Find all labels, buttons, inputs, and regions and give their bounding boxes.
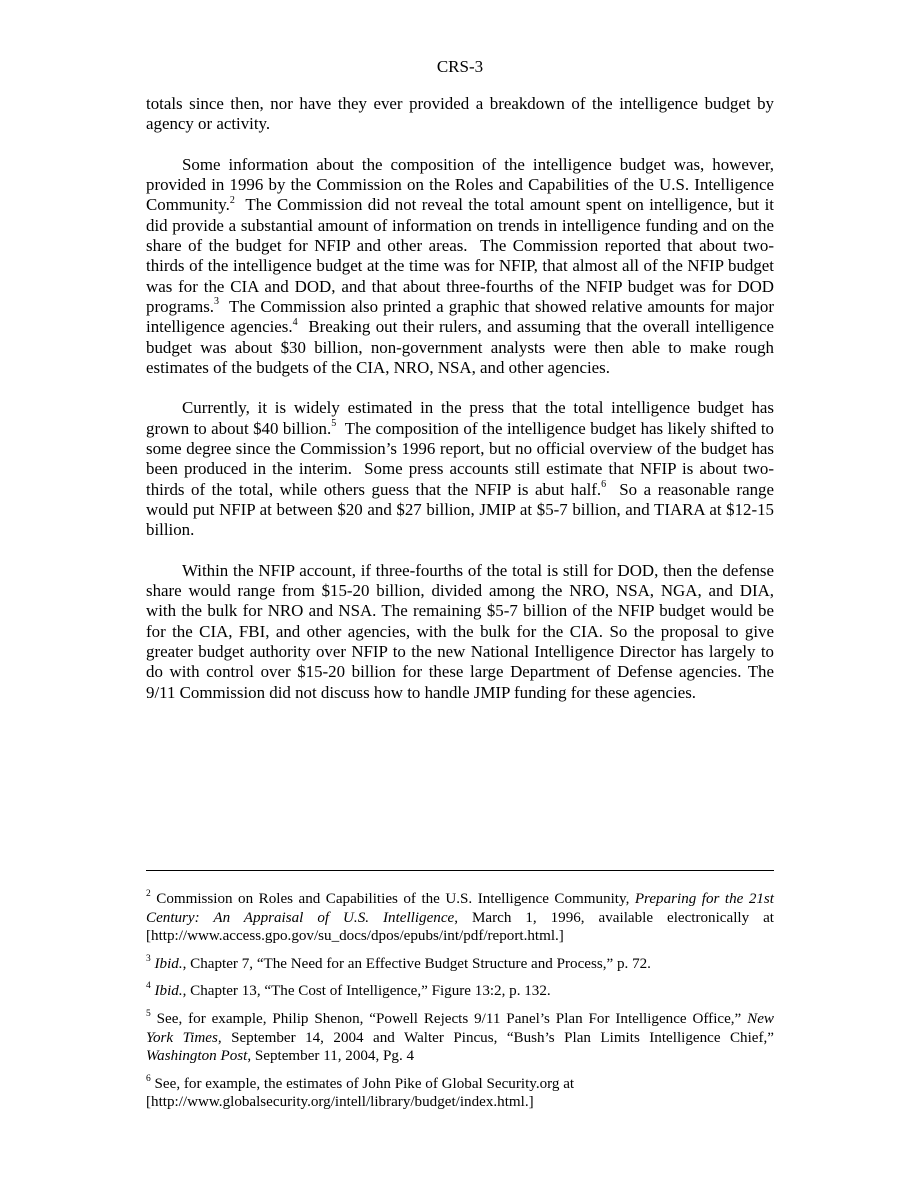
footnote-text: See, for example, Philip Shenon, “Powell Rejects 9/11 Panel’s Plan For Intelligence Office,”: [156, 1010, 748, 1027]
footnote-divider: [146, 870, 774, 871]
footnote-5: [146, 1010, 774, 1066]
paragraph-text: totals since then, nor have they ever provided a breakdown of the intelligence budget by agency or activity.: [146, 94, 774, 134]
footnotes: [146, 890, 774, 1121]
footnote-text: , September 11, 2004, Pg. 4: [247, 1048, 415, 1065]
footnote-publication: Washington Post: [146, 1048, 248, 1065]
footnote-publication: New York Times: [146, 1010, 774, 1046]
footnote-ibid: Ibid.: [154, 955, 183, 972]
footnote-url: [http://www.globalsecurity.org/intell/library/budget/index.html.]: [146, 1094, 534, 1111]
sentence: The Commission also printed a graphic that showed relative amounts for major intelligence agencies.: [146, 296, 779, 337]
footnote-2: [146, 890, 774, 946]
footnote-text: See, for example, the estimates of John Pike of Global Security.org at: [154, 1075, 575, 1092]
footnote-ibid: Ibid.: [154, 983, 183, 1000]
footnote-text: , Chapter 13, “The Cost of Intelligence,” Figure 13:2, p. 132.: [182, 983, 551, 1000]
body-text: [146, 94, 779, 723]
footnote-number: 2: [146, 888, 151, 899]
footnote-ref: 3: [214, 296, 220, 308]
footnote-3: [146, 955, 774, 974]
footnote-ref: 5: [331, 418, 337, 430]
page-number-label: CRS-3: [436, 57, 484, 76]
footnote-ref: 6: [601, 479, 607, 491]
sentence: The Commission did not reveal the total amount spent on intelligence, but it did provide a substantial amount of information on trends in intelligence funding and on the share of the budget for NFIP and other areas. The Commission reported that about two-thirds of the intelligence budget at the time was for NFIP, that almost all of the NFIP budget was for the CIA and DOD, and that about three-fourths of the NFIP budget was for DOD programs.: [146, 195, 779, 316]
sentence: The composition of the intelligence budget has likely shifted to some degree since the Commission’s 1996 report, but no official overview of the budget has been produced in the interim. Some press accounts still estimate that NFIP is about two-thirds of the total, while others guess that the NFIP is abut half.: [146, 418, 779, 499]
sentence: Breaking out their rulers, and assuming that the overall intelligence budget was about $30 billion, non-government analysts were then able to make rough estimates of the budgets of the CIA, NRO, NSA, and other agencies.: [146, 317, 779, 377]
footnote-number: 6: [146, 1073, 151, 1084]
paragraph-commission: [146, 154, 779, 378]
footnote-number: 5: [146, 1008, 151, 1019]
footnote-number: 3: [146, 953, 151, 964]
paragraph-nfip-account: [146, 561, 774, 703]
footnote-ref: 4: [292, 316, 298, 328]
footnote-4: [146, 982, 774, 1001]
paragraph-continuation: [146, 94, 774, 135]
footnote-text: , Chapter 7, “The Need for an Effective Budget Structure and Process,” p. 72.: [182, 955, 651, 972]
footnote-text: Commission on Roles and Capabilities of the U.S. Intelligence Community,: [156, 891, 635, 907]
paragraph-current-estimates: [146, 398, 779, 540]
footnote-6: [146, 1075, 774, 1112]
sentence: Currently, it is widely estimated in the press that the total intelligence budget has grown to about $40 billion.: [146, 398, 774, 438]
footnote-number: 4: [146, 981, 151, 992]
footnote-text: , March 1, 1996, available electronically at [http://www.access.gpo.gov/su_docs/dpos/epubs/int/pdf/report.html.]: [146, 909, 774, 945]
paragraph-text: Within the NFIP account, if three-fourths of the total is still for DOD, then the defense share would range from $15-20 billion, divided among the NRO, NSA, NGA, and DIA, with the bulk for NRO and NSA. The remaining $5-7 billion of the NFIP budget would be for the CIA, FBI, and other agencies, with the bulk for the CIA. So the proposal to give greater budget authority over NFIP to the new National Intelligence Director has largely to do with control over $15-20 billion for these large Department of Defense agencies. The 9/11 Commission did not discuss how to handle JMIP funding for these agencies.: [146, 560, 774, 702]
footnote-title: Preparing for the 21st Century: An Appraisal of U.S. Intelligence: [146, 891, 774, 926]
page-header: [0, 56, 920, 78]
sentence: So a reasonable range would put NFIP at between $20 and $27 billion, JMIP at $5-7 billion, and TIARA at $12-15 billion.: [146, 479, 779, 540]
footnote-text: , September 14, 2004 and Walter Pincus, “Bush’s Plan Limits Intelligence Chief,”: [217, 1029, 774, 1046]
footnote-ref: 2: [229, 194, 235, 206]
sentence: Some information about the composition of the intelligence budget was, however, provided in 1996 by the Commission on the Roles and Capabilities of the U.S. Intelligence Community.: [146, 154, 774, 215]
